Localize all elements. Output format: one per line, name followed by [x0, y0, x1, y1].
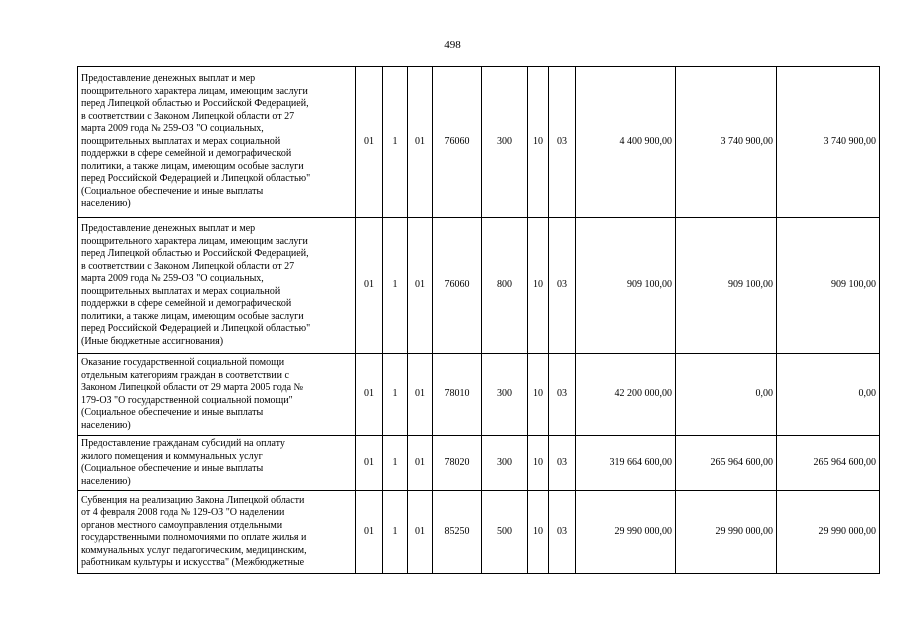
code-subprogram: 1 — [383, 67, 408, 218]
code-direction: 76060 — [433, 67, 482, 218]
code-program: 01 — [356, 67, 383, 218]
code-expense-type: 300 — [482, 436, 528, 491]
code-main-event: 01 — [408, 67, 433, 218]
table-row — [78, 67, 880, 218]
code-program: 01 — [356, 354, 383, 436]
table-row — [78, 436, 880, 491]
row-description: Субвенция на реализацию Закона Липецкой области от 4 февраля 2008 года № 129-ОЗ "О наделении органов местного самоуправления отдельными государственными полномочиями по оплате жилья и коммунальных услуг педагогическим, медицинским, работникам культуры и искусства" (Межбюджетные — [78, 491, 356, 574]
code-main-event: 01 — [408, 218, 433, 354]
amount-year-1: 42 200 000,00 — [576, 354, 676, 436]
table-row — [78, 491, 880, 574]
code-section: 10 — [528, 218, 549, 354]
code-expense-type: 300 — [482, 67, 528, 218]
code-expense-type: 800 — [482, 218, 528, 354]
amount-year-2: 909 100,00 — [676, 218, 777, 354]
code-subprogram: 1 — [383, 491, 408, 574]
code-subprogram: 1 — [383, 354, 408, 436]
code-main-event: 01 — [408, 436, 433, 491]
amount-year-2: 3 740 900,00 — [676, 67, 777, 218]
code-subsection: 03 — [549, 491, 576, 574]
amount-year-1: 29 990 000,00 — [576, 491, 676, 574]
code-direction: 78020 — [433, 436, 482, 491]
row-description: Предоставление гражданам субсидий на оплату жилого помещения и коммунальных услуг (Социальное обеспечение и иные выплаты населению) — [78, 436, 356, 491]
code-section: 10 — [528, 67, 549, 218]
code-direction: 78010 — [433, 354, 482, 436]
amount-year-1: 909 100,00 — [576, 218, 676, 354]
code-main-event: 01 — [408, 354, 433, 436]
amount-year-3: 909 100,00 — [777, 218, 880, 354]
budget-table — [77, 66, 880, 574]
code-main-event: 01 — [408, 491, 433, 574]
code-expense-type: 500 — [482, 491, 528, 574]
row-description: Предоставление денежных выплат и мер поощрительного характера лицам, имеющим заслуги перед Липецкой областью и Российской Федерацией, в соответствии с Законом Липецкой области от 27 марта 2009 года № 259-ОЗ "О социальных, поощрительных выплатах и мерах социальной поддержки в сфере семейной и демографической политики, а также лицам, имеющим особые заслуги перед Российской Федерацией и Липецкой областью" (Иные бюджетные ассигнования) — [78, 218, 356, 354]
amount-year-1: 319 664 600,00 — [576, 436, 676, 491]
code-subsection: 03 — [549, 354, 576, 436]
amount-year-2: 0,00 — [676, 354, 777, 436]
code-subsection: 03 — [549, 436, 576, 491]
page-number: 498 — [444, 39, 461, 51]
code-section: 10 — [528, 491, 549, 574]
code-subsection: 03 — [549, 218, 576, 354]
code-subsection: 03 — [549, 67, 576, 218]
amount-year-2: 29 990 000,00 — [676, 491, 777, 574]
amount-year-1: 4 400 900,00 — [576, 67, 676, 218]
code-program: 01 — [356, 491, 383, 574]
amount-year-3: 3 740 900,00 — [777, 67, 880, 218]
code-expense-type: 300 — [482, 354, 528, 436]
amount-year-3: 265 964 600,00 — [777, 436, 880, 491]
code-section: 10 — [528, 354, 549, 436]
code-program: 01 — [356, 218, 383, 354]
code-direction: 85250 — [433, 491, 482, 574]
code-program: 01 — [356, 436, 383, 491]
table-row — [78, 218, 880, 354]
code-subprogram: 1 — [383, 436, 408, 491]
code-subprogram: 1 — [383, 218, 408, 354]
amount-year-3: 0,00 — [777, 354, 880, 436]
code-section: 10 — [528, 436, 549, 491]
row-description: Предоставление денежных выплат и мер поощрительного характера лицам, имеющим заслуги перед Липецкой областью и Российской Федерацией, в соответствии с Законом Липецкой области от 27 марта 2009 года № 259-ОЗ "О социальных, поощрительных выплатах и мерах социальной поддержки в сфере семейной и демографической политики, а также лицам, имеющим особые заслуги перед Российской Федерацией и Липецкой областью" (Социальное обеспечение и иные выплаты населению) — [78, 67, 356, 218]
table-row — [78, 354, 880, 436]
amount-year-3: 29 990 000,00 — [777, 491, 880, 574]
code-direction: 76060 — [433, 218, 482, 354]
amount-year-2: 265 964 600,00 — [676, 436, 777, 491]
row-description: Оказание государственной социальной помощи отдельным категориям граждан в соответствии с Законом Липецкой области от 29 марта 2005 года № 179-ОЗ "О государственной социальной помощи" (Социальное обеспечение и иные выплаты населению) — [78, 354, 356, 436]
